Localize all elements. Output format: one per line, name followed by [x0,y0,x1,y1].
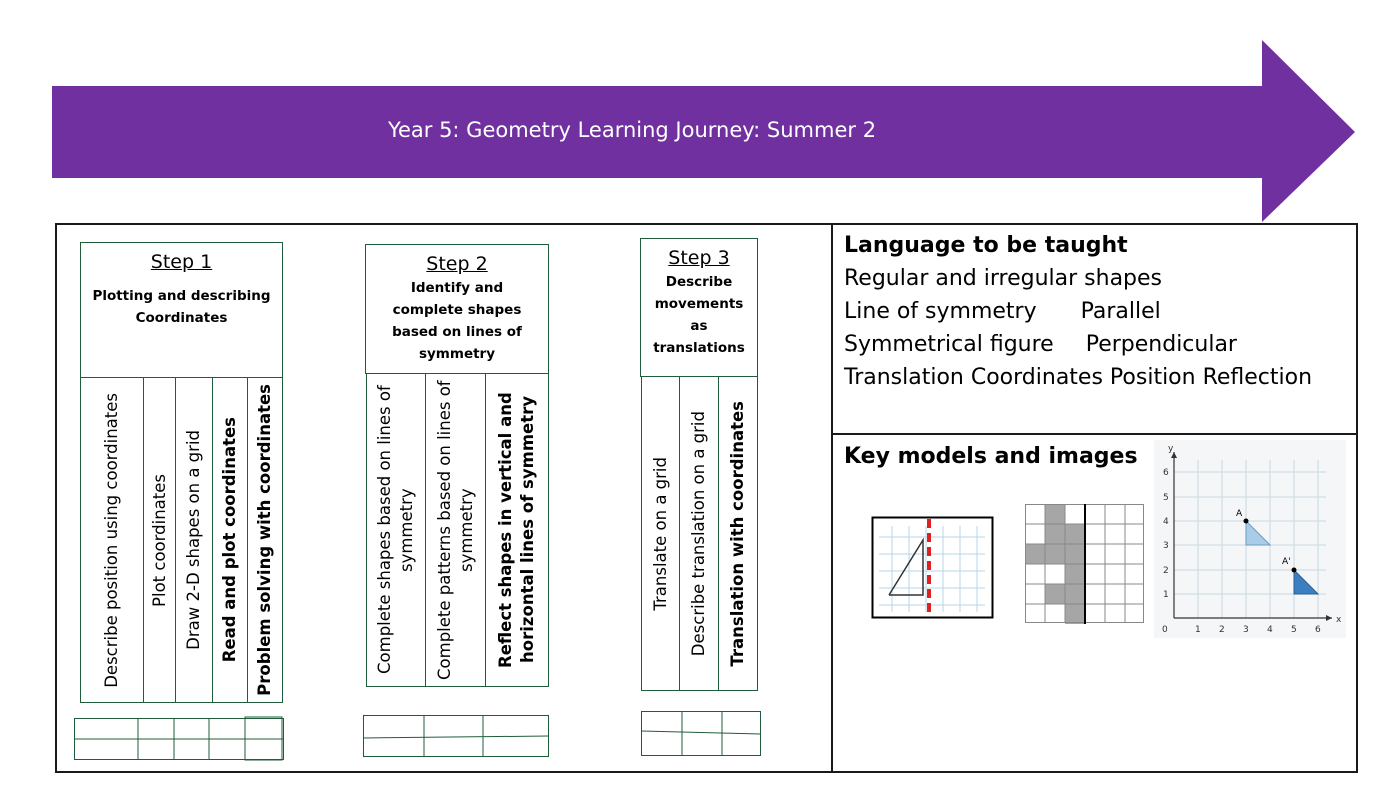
step3-title: Step 3 [668,247,730,269]
graph-y-tick-4: 4 [1163,517,1169,527]
graph-x-tick-6: 6 [1315,625,1321,635]
step3-item-1: Translate on a grid [641,376,680,691]
step3-item-3: Translation with coordinates [718,376,758,691]
horizontal-divider [832,433,1358,435]
language-line-4: Translation Coordinates Position Reflection [844,365,1313,390]
step1-tracking-table [73,716,287,762]
step2-header [365,244,549,374]
language-line-1: Regular and irregular shapes [844,266,1163,291]
graph-y-tick-2: 2 [1163,566,1169,576]
translation-graph-image [1154,440,1346,638]
step2-item-1: Complete shapes based on lines of symmetry [366,373,426,687]
language-line-2: Line of symmetry Parallel [844,299,1161,324]
key-models-title: Key models and images [844,444,1138,469]
vertical-divider [831,223,833,773]
step2-item-2: Complete patterns based on lines of symmetry [425,373,486,687]
step1-item-5: Problem solving with coordinates [247,377,283,703]
graph-y-tick-3: 3 [1163,541,1169,551]
step2-tracking-table [361,713,553,759]
step1-item-4: Read and plot coordinates [212,377,248,703]
step3-item-2: Describe translation on a grid [679,376,719,691]
language-line-3: Symmetrical figure Perpendicular [844,332,1237,357]
banner-title: Year 5: Geometry Learning Journey: Summer 2 [387,118,877,142]
step1-item-1: Describe position using coordinates [80,377,144,703]
graph-point-a: A [1236,509,1243,519]
graph-x-tick-0: 0 [1162,625,1168,635]
step2-item-3: Reflect shapes in vertical and horizontal lines of symmetry [485,373,549,687]
graph-x-tick-4: 4 [1267,625,1273,635]
step3-header [640,238,758,377]
graph-y-tick-5: 5 [1163,493,1169,503]
step1-item-2: Plot coordinates [143,377,176,703]
step3-tracking-table [638,709,764,759]
step1-item-3: Draw 2-D shapes on a grid [175,377,213,703]
language-title: Language to be taught [844,233,1128,258]
step2-subtitle: Identify and complete shapes based on lines of symmetry [392,280,522,362]
graph-y-tick-6: 6 [1163,468,1169,478]
graph-x-tick-2: 2 [1219,625,1225,635]
graph-x-tick-1: 1 [1195,625,1201,635]
step2-title: Step 2 [426,253,488,275]
graph-y-label: y [1168,444,1174,454]
step1-title: Step 1 [150,251,213,273]
graph-x-label: x [1336,615,1342,625]
graph-point-a-prime: A' [1282,557,1291,567]
graph-x-tick-3: 3 [1243,625,1249,635]
step3-subtitle: Describe movements as translations [653,274,745,356]
graph-x-tick-5: 5 [1291,625,1297,635]
step1-subtitle: Plotting and describing Coordinates [92,288,271,326]
step1-header [80,242,283,378]
banner-arrow [0,0,1396,230]
graph-y-tick-1: 1 [1163,590,1169,600]
symmetry-line-image [871,516,995,620]
symmetry-pattern-image [1025,504,1145,624]
